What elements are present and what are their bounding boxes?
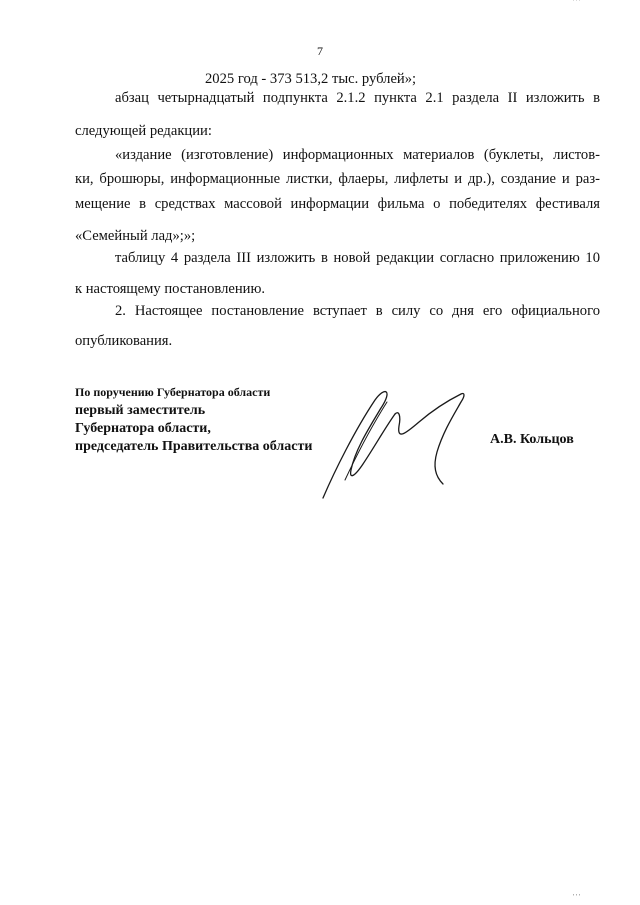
- signatory-line-2: первый заместитель: [75, 403, 206, 418]
- page-number: 7: [317, 44, 323, 58]
- text-line-2: абзац четырнадцатый подпункта 2.1.2 пункта 2.1 раздела II изложить в: [115, 90, 600, 106]
- text-line-9: к настоящему постановлению.: [75, 281, 266, 297]
- signatory-line-1: По поручению Губернатора области: [75, 385, 271, 399]
- signatory-line-4: председатель Правительства области: [75, 439, 313, 454]
- text-line-3: следующей редакции:: [75, 123, 212, 139]
- scan-mark-top: ' ' ': [573, 0, 581, 6]
- text-line-5: ки, брошюры, информационные листки, флаеры, лифлеты и др.), создание и раз-: [75, 171, 600, 187]
- text-line-1: 2025 год - 373 513,2 тыс. рублей»;: [205, 71, 417, 87]
- text-line-7: «Семейный лад»;»;: [75, 228, 196, 244]
- scan-mark-bottom: ' ' ': [573, 893, 581, 901]
- signatory-name: А.В. Кольцов: [490, 432, 574, 447]
- handwritten-signature: [315, 380, 490, 505]
- signatory-line-3: Губернатора области,: [75, 421, 211, 436]
- text-line-11: опубликования.: [75, 333, 173, 349]
- text-line-4: «издание (изготовление) информационных материалов (буклеты, листов-: [115, 147, 600, 163]
- text-line-6: мещение в средствах массовой информации фильма о победителях фестиваля: [75, 196, 600, 212]
- text-line-10: 2. Настоящее постановление вступает в силу со дня его официального: [115, 303, 600, 319]
- text-line-8: таблицу 4 раздела III изложить в новой редакции согласно приложению 10: [115, 250, 600, 266]
